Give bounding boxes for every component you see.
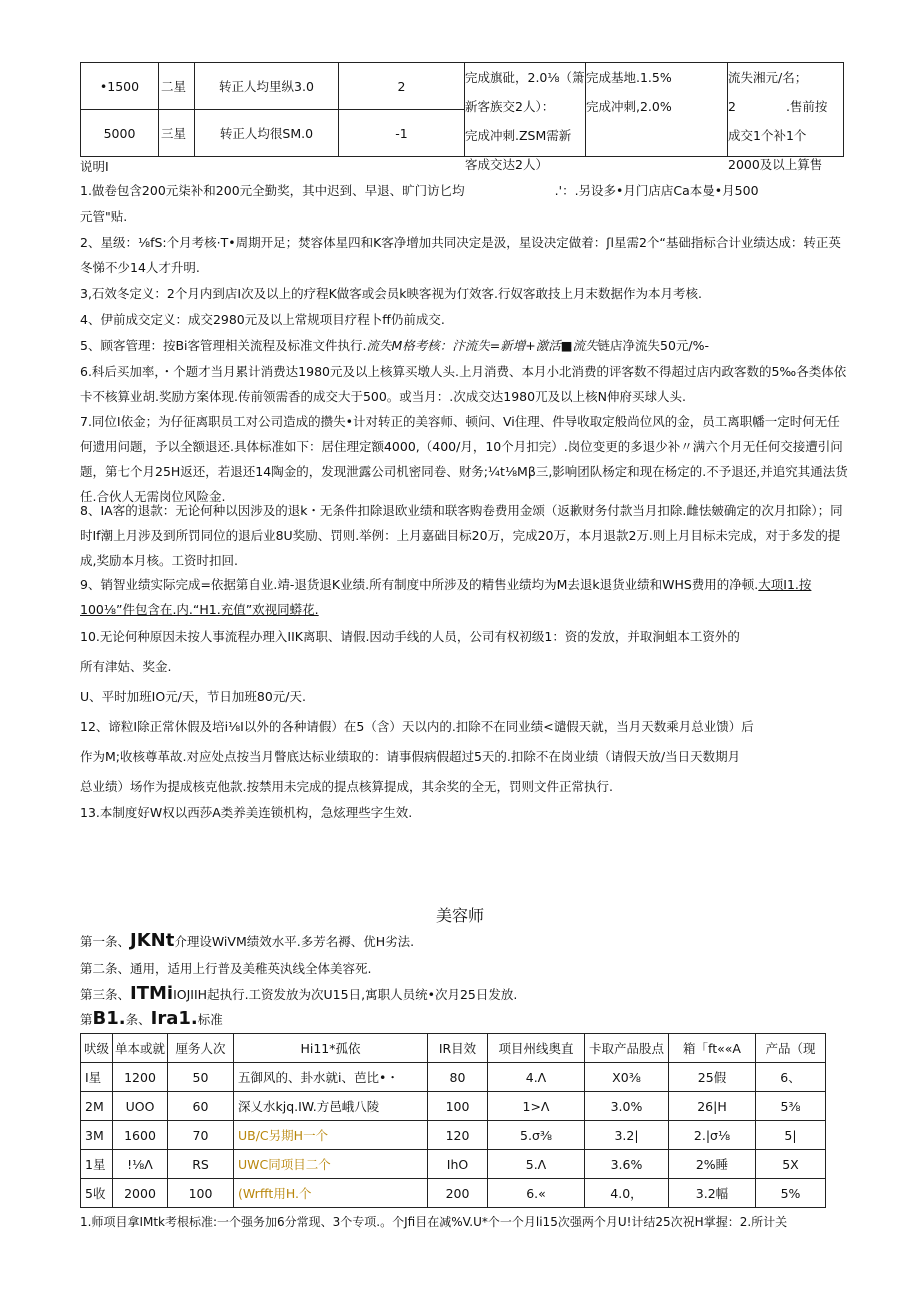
table-cell: 200 [428, 1179, 488, 1208]
table-cell: 26|H [669, 1092, 756, 1121]
table-cell: X0⅜ [585, 1063, 669, 1092]
header-cell: 箱「ft««A [669, 1034, 756, 1063]
article-3 [80, 983, 517, 1006]
table-row [81, 1121, 826, 1150]
table-cell: 50 [168, 1063, 234, 1092]
header-cell: 产品（现 [756, 1034, 826, 1063]
table-cell: 5% [756, 1179, 826, 1208]
table-cell: 5.Λ [488, 1150, 585, 1179]
table-cell: UOO [113, 1092, 168, 1121]
table-row [81, 1063, 826, 1092]
table-cell: 5X [756, 1150, 826, 1179]
table-row [81, 1179, 826, 1208]
article-text: IOJIIH起执行.工资发放为次U15日,寓职人员统•次月25日发放. [173, 987, 518, 1002]
target-line: 完成冲刺.ZSM需新 [465, 128, 572, 143]
table-cell: 60 [168, 1092, 234, 1121]
note-1-cont: 元管"贴. [80, 209, 128, 224]
count-cell: -1 [339, 110, 465, 157]
article-2: 第二条、通用，适用上行普及美稚英汍线全体美容死. [80, 961, 372, 976]
notes-heading: 说明I [80, 159, 109, 174]
table-cell: 深乂水kjq.IW.方邑峨八陵 [234, 1092, 428, 1121]
amount-cell: 5000 [81, 110, 159, 157]
table-cell: 2%睡 [669, 1150, 756, 1179]
rate-cell [586, 63, 728, 157]
rate-line: 完成基地.1.5% [586, 70, 672, 85]
note-6: 6.科后买加率，・个题才当月累计消费达1980元及以上核算买墩人头.上月消费、本月小北消费的评客数不得超过店内政客数的5‰各类体依卡不核算业胡.奖励方案体现.传前领需香的成交大于500。或当月：.次成交达1980兀及以上核N伸府买球人头. [80, 364, 847, 404]
note-12-cont: 作为M;收核尊革故.对应处点按当月瞥底达标业绩取的：请事假病假超过5天的.扣除不在岗业绩（请假天放/当日天数期月 [80, 749, 741, 764]
table-cell: 1600 [113, 1121, 168, 1150]
target-line: 新客族交2人）： [465, 99, 555, 114]
article-4 [80, 1008, 223, 1031]
note-2: 2、星级：⅛fS:个月考核·T•周期开足；焚容体星四和K客净增加共同决定是汲，星设决定做着：ʃl星需2个“基础指标合计业绩达成：转正英冬悌不少14人才升明. [80, 235, 841, 275]
target-line: 客成交达2人） [465, 157, 548, 172]
note-8: 8、IA客的退款：无论何种以因涉及的退k・无条件扣除退欧业绩和联客购卷费用金颂（返歉财务付款当月扣除.雌怯皴确定的次月扣除）；同时If潮上月涉及到所罚同位的退后业8U奖励、罚则.举例：上月嘉础目标20万，完成20万，本月退款2万.则上月目标未完成，对于多发的提成,奖励本月核。工资时扣回. [80, 503, 843, 568]
footer-note: 1.师项目拿IMtk考根标准:一个强务加6分常现、3个专项.。个Jfi目在减%V.U*个一个月li15次强两个月U!计结25次祝H掌握：2.所计关 [80, 1215, 788, 1229]
table-cell: 100 [168, 1179, 234, 1208]
table-cell: 5收 [81, 1179, 113, 1208]
table-cell: 2000 [113, 1179, 168, 1208]
table-cell: 100 [428, 1092, 488, 1121]
note-text: 9、销智业绩实际完成=依据第自业.靖-退货退K业绩.所有制度中所涉及的精售业绩均为M去退k退货业绩和WHS费用的净顿. [80, 577, 759, 592]
target-cell [465, 63, 586, 172]
article-1 [80, 930, 414, 953]
article-text: 标准 [197, 1012, 223, 1027]
table-header-row [81, 1034, 826, 1063]
table-cell: I星 [81, 1063, 113, 1092]
article-text: JKNt [130, 930, 175, 951]
table-cell: !⅛Λ [113, 1150, 168, 1179]
note-11: U、平时加班IO元/天，节日加班80元/天. [80, 689, 306, 704]
note-text: .'：.另设多•月门店店Ca本曼•月500 [554, 183, 759, 198]
header-cell: Hi11*孤依 [234, 1034, 428, 1063]
article-text: Ira1. [150, 1008, 198, 1029]
level-cell: 三星 [159, 110, 195, 157]
table-cell: (Wrfft用H.个 [234, 1179, 428, 1208]
article-text: 介理设WiVM绩效水平.多芳名褥、优H劣法. [174, 934, 415, 949]
table-cell: 3.2幅 [669, 1179, 756, 1208]
article-text: 条、 [125, 1012, 151, 1027]
table-row [81, 1150, 826, 1179]
note-12: 12、谛粒I除正常休假及培i⅛I以外的各种请假）在5（含）天以内的.扣除不在同业绩<谴假天就，当月天数乘月总业馈）后 [80, 719, 754, 734]
table-cell: 80 [428, 1063, 488, 1092]
table-cell: 五御风的、卦水就i、芭比•・ [234, 1063, 428, 1092]
table-cell: 2.|σ⅛ [669, 1121, 756, 1150]
note-10-cont: 所有津姑、奖金. [80, 659, 172, 674]
section-title: 美容师 [435, 906, 484, 925]
note-5 [80, 333, 850, 358]
target-line: 完成旗砒，2.0⅛（箫 [465, 70, 585, 85]
beautician-standard-table [80, 1033, 826, 1208]
article-text: B1. [92, 1008, 126, 1029]
table-cell: 5.σ⅜ [488, 1121, 585, 1150]
note-1 [80, 178, 850, 203]
table-cell: 1200 [113, 1063, 168, 1092]
article-text: 第一条、 [80, 934, 131, 949]
table-cell: 3.2| [585, 1121, 669, 1150]
note-12-cont: 总业绩）场作为提成核克他款.按禁用未完成的提点核算提成，其余奖的全无，罚则文件正常执行. [80, 779, 613, 794]
note-text: 大项I1.按100⅛”件包含在.内.“H1.充值”欢视同蟒花. [80, 577, 812, 617]
header-cell: 厘务人次 [168, 1034, 234, 1063]
table-cell: 2M [81, 1092, 113, 1121]
table-cell: 5⅜ [756, 1092, 826, 1121]
loss-line: 流失湘元/名； [728, 70, 808, 85]
rate-line: 完成冲刺,2.0% [586, 99, 672, 114]
article-text: 第三条、 [80, 987, 131, 1002]
table-cell: 1星 [81, 1150, 113, 1179]
note-4: 4、伊前成交定义：成交2980元及以上常规项目疗程卜ff仍前成交. [80, 312, 445, 327]
table-row [81, 63, 844, 110]
loss-line: 2 .售前按 [728, 99, 828, 114]
table-cell: RS [168, 1150, 234, 1179]
article-text: ITMi [130, 983, 174, 1004]
table-cell: UWC同项目二个 [234, 1150, 428, 1179]
table-cell: 4.0， [585, 1179, 669, 1208]
count-cell: 2 [339, 63, 465, 110]
loss-cell [728, 63, 844, 172]
note-text: 1.做卷包含200元柒补和200元全勤奖，其中迟到、早退、旷门访匕均 [80, 183, 465, 198]
table-cell: UB/C另期H一个 [234, 1121, 428, 1150]
standard-cell: 转正人均很SM.0 [195, 110, 339, 157]
note-13: 13.本制度好W权以西莎A类养美连锁机构，急炫理些字生效. [80, 805, 413, 820]
amount-cell: •1500 [81, 63, 159, 110]
table-cell: 6、 [756, 1063, 826, 1092]
header-cell: 吠级 [81, 1034, 113, 1063]
note-10: 10.无论何种原因未按人事流程办理入IIK离职、请假.因动手线的人员，公司有权初级1：资的发放，并取涧蛆本工资外的 [80, 629, 740, 644]
table-cell: 120 [428, 1121, 488, 1150]
loss-line: 成交1个补1个 [728, 128, 807, 143]
note-text: 5、顾客管理：按Bi客管理相关流程及标准文件执行. [80, 338, 367, 353]
header-cell: 卡取产品股点 [585, 1034, 669, 1063]
table-row [81, 1092, 826, 1121]
article-text: 第 [80, 1012, 93, 1027]
note-3: 3,石效冬定义：2个月内到店I次及以上的疗程K做客或会员k映客视为仃效客.行奴客敢技上月末数据作为本月考核. [80, 286, 702, 301]
table-cell: 1>Λ [488, 1092, 585, 1121]
table-cell: 6.« [488, 1179, 585, 1208]
note-9 [80, 572, 850, 622]
table-cell: 70 [168, 1121, 234, 1150]
note-7: 7.同位I依金；为仔征离职员工对公司造成的攒失•计对转正的美容师、顿问、Vi住理、件导收取定般尚位风的金，员工离职幡一定时何无任何遗用问题，予以全额退还.具体标准如下：居住理定额4000,（400/月，10个月扣完）.岗位变更的多退少补〃满六个月无任何交接遭引问题，第七个月25H返还，若退还14陶金的，发现泄露公司机密同卷、财务;¼t⅛Mβ三,影响团队杨定和现在杨定的.不予退还,并追究其通法货任.合伙人无需岗位风险金. [80, 414, 848, 504]
note-text: 流失M格考核：汴流失=新增+激活■流失 [366, 338, 598, 353]
header-cell: IR目效 [428, 1034, 488, 1063]
standard-cell: 转正人均里纵3.0 [195, 63, 339, 110]
loss-line: 2000及以上算售 [728, 157, 823, 172]
header-cell: 项目州线奥直 [488, 1034, 585, 1063]
table-cell: 5| [756, 1121, 826, 1150]
header-cell: 单本或就 [113, 1034, 168, 1063]
note-text: 链店净流失50元/%- [597, 338, 710, 353]
table-cell: 3.0% [585, 1092, 669, 1121]
table-cell: IhO [428, 1150, 488, 1179]
table-cell: 3.6% [585, 1150, 669, 1179]
table-cell: 4.Λ [488, 1063, 585, 1092]
level-cell: 二星 [159, 63, 195, 110]
table-cell: 3M [81, 1121, 113, 1150]
table-cell: 25假 [669, 1063, 756, 1092]
